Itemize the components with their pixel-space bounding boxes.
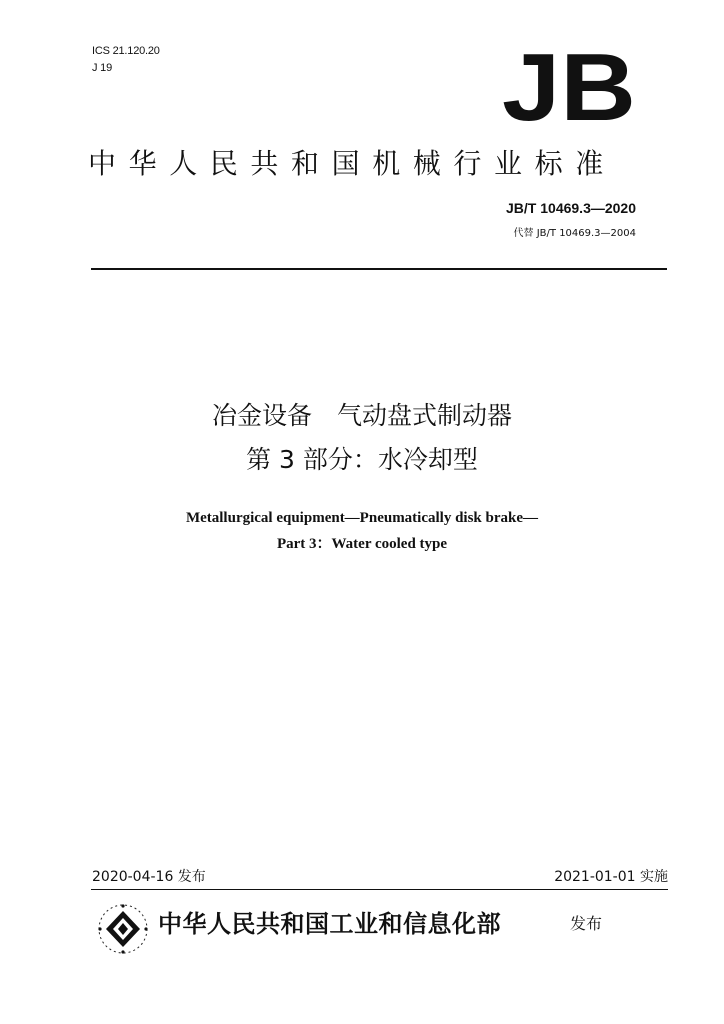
chinese-title-line-1: 冶金设备 气动盘式制动器	[211, 401, 512, 430]
footer-divider	[91, 889, 668, 890]
ics-code: ICS 21.120.20	[92, 45, 160, 57]
issuing-authority: 中华人民共和国工业和信息化部	[158, 910, 501, 938]
ministry-emblem-icon	[96, 902, 150, 956]
replaces-standard: 代替 JB/T 10469.3—2004	[513, 228, 636, 239]
english-title-line-1: Metallurgical equipment—Pneumatically disk brake—	[185, 510, 539, 526]
chinese-title-line-2: 第 3 部分：水冷却型	[246, 445, 478, 474]
english-title-line-2: Part 3：Water cooled type	[276, 536, 448, 552]
standard-number: JB/T 10469.3—2020	[506, 200, 636, 216]
issuing-authority-suffix: 发布	[570, 914, 603, 933]
implementation-date: 2021-01-01 实施	[554, 869, 668, 885]
classification-codes	[92, 43, 160, 77]
jb-logo-text: JB	[502, 46, 636, 126]
jb-logo	[500, 46, 638, 126]
issue-date: 2020-04-16 发布	[92, 869, 206, 885]
header-divider	[91, 268, 667, 270]
standard-category-title: 中华人民共和国机械行业标准	[88, 147, 616, 180]
ccs-code: J 19	[92, 62, 112, 74]
